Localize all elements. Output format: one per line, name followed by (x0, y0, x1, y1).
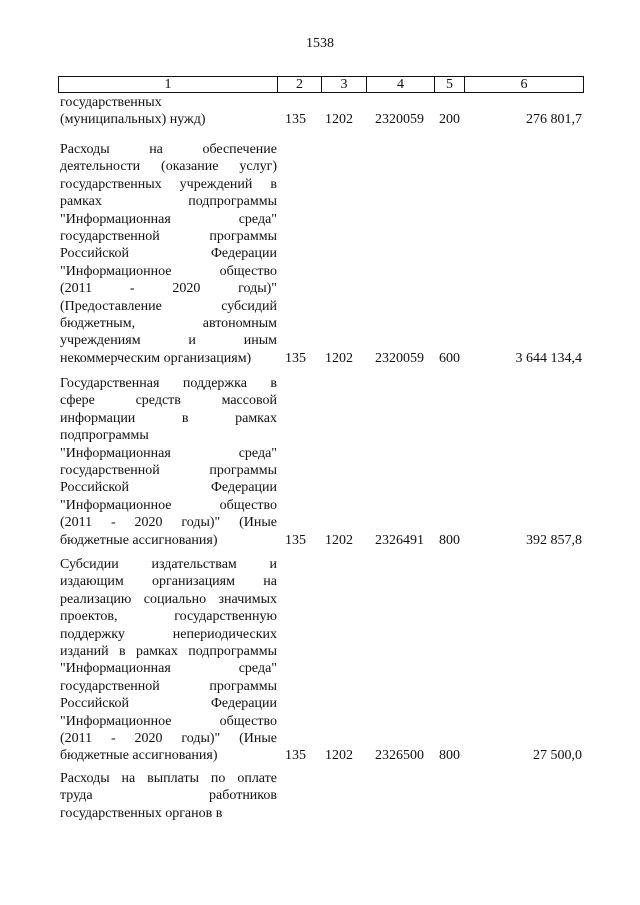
description-line: информации в рамках (60, 410, 277, 426)
header-col-2: 2 (277, 77, 321, 92)
description-line: "Информационная среда" (60, 661, 277, 677)
description-line: государственной программы (60, 229, 277, 245)
description-line: государственной программы (60, 463, 277, 479)
row-description (60, 141, 277, 367)
row-col-6: 392 857,8 (526, 532, 582, 548)
row-col-2: 135 (285, 350, 306, 366)
description-line: государственных (60, 95, 162, 110)
header-col-1: 1 (164, 77, 172, 92)
description-line: бюджетным, автономным (60, 316, 277, 332)
row-col-4: 2326491 (375, 532, 424, 548)
row-description (60, 770, 277, 822)
description-line: изданий в рамках подпрограммы (60, 644, 277, 660)
row-col-3: 1202 (325, 748, 353, 764)
description-line: государственных учреждений в (60, 176, 277, 192)
row-col-4: 2320059 (375, 350, 424, 366)
description-line: сфере средств массовой (60, 393, 277, 409)
description-line: реализацию социально значимых (60, 591, 277, 607)
description-line: Российской Федерации (60, 480, 277, 496)
row-col-6: 276 801,7 (526, 112, 582, 128)
description-line: издающим организациям на (60, 574, 277, 590)
row-col-6: 27 500,0 (533, 748, 582, 764)
description-line: проектов, государственную (60, 609, 277, 625)
description-line: Расходы на выплаты по оплате (60, 771, 277, 786)
row-col-4: 2320059 (375, 112, 424, 128)
description-line: Российской Федерации (60, 696, 277, 712)
description-line: государственной программы (60, 678, 277, 694)
description-line: поддержку непериодических (60, 626, 277, 642)
description-line: труда работников (60, 788, 277, 804)
description-line: (2011 - 2020 годы)" (Иные (60, 515, 277, 531)
description-line: бюджетные ассигнования) (60, 532, 218, 548)
row-col-2: 135 (285, 748, 306, 764)
description-line: учреждениям и иным (60, 333, 277, 349)
row-col-4: 2326500 (375, 748, 424, 764)
row-description (60, 94, 277, 129)
description-line: Государственная поддержка в (60, 376, 277, 391)
description-line: "Информационная среда" (60, 211, 277, 227)
description-line: "Информационное общество (60, 713, 277, 729)
row-col-5: 800 (439, 532, 460, 548)
description-line: (Предоставление субсидий (60, 298, 277, 314)
row-description (60, 375, 277, 549)
description-line: бюджетные ассигнования) (60, 748, 218, 764)
description-line: Расходы на обеспечение (60, 142, 277, 157)
page-number: 1538 (306, 36, 334, 51)
description-line: деятельности (оказание услуг) (60, 159, 277, 175)
row-col-3: 1202 (325, 532, 353, 548)
description-line: подпрограммы (60, 428, 149, 444)
header-col-6: 6 (464, 77, 583, 92)
row-col-2: 135 (285, 532, 306, 548)
table-header (58, 76, 584, 93)
description-line: "Информационная среда" (60, 445, 277, 461)
description-line: рамках подпрограммы (60, 194, 277, 210)
row-col-5: 600 (439, 350, 460, 366)
description-line: Российской Федерации (60, 246, 277, 262)
description-line: (2011 - 2020 годы)" (60, 281, 277, 297)
row-col-2: 135 (285, 112, 306, 128)
description-line: "Информационное общество (60, 263, 277, 279)
header-col-5: 5 (434, 77, 464, 92)
header-col-4: 4 (366, 77, 434, 92)
description-line: (2011 - 2020 годы)" (Иные (60, 731, 277, 747)
description-line: Субсидии издательствам и (60, 557, 277, 572)
header-col-3: 3 (321, 77, 366, 92)
description-line: некоммерческим организациям) (60, 350, 252, 366)
row-col-3: 1202 (325, 350, 353, 366)
description-line: государственных органов в (60, 805, 223, 821)
row-col-5: 200 (439, 112, 460, 128)
row-col-6: 3 644 134,4 (515, 350, 582, 366)
row-description (60, 556, 277, 765)
description-line: "Информационное общество (60, 497, 277, 513)
row-col-3: 1202 (325, 112, 353, 128)
row-col-5: 800 (439, 748, 460, 764)
description-line: (муниципальных) нужд) (60, 112, 206, 128)
